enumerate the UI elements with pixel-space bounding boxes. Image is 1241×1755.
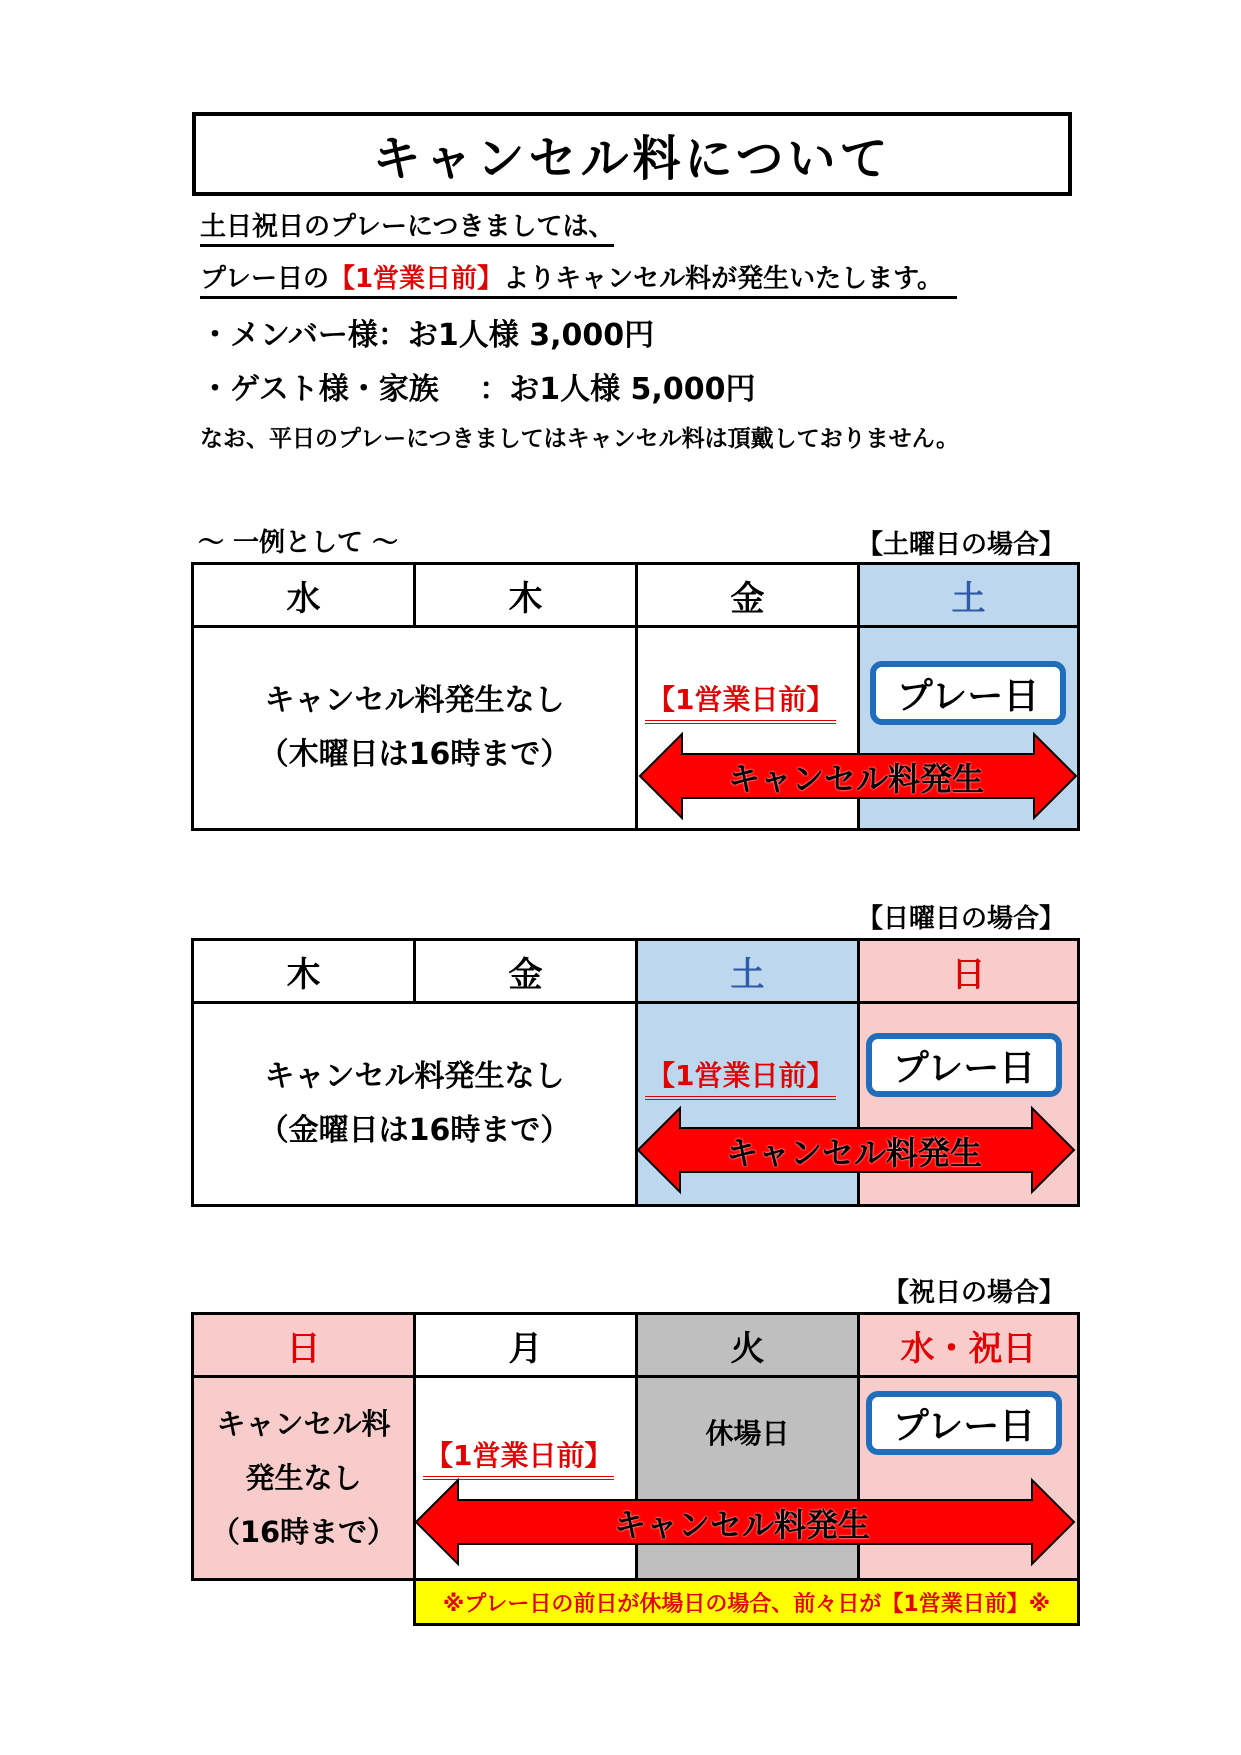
footnote: ※プレー日の前日が休場日の場合、前々日が【1営業日前】※	[413, 1578, 1080, 1626]
day-header-sun: 日	[191, 1312, 416, 1378]
weekday-note: なお、平日のプレーにつきましてはキャンセル料は頂戴しておりません。	[200, 426, 959, 452]
intro-line-1-text: 土日祝日のプレーにつきましては、	[200, 212, 614, 247]
cancel-fee-label: キャンセル料発生	[726, 1134, 983, 1172]
cancel-fee-label: キャンセル料発生	[614, 1506, 871, 1544]
no-fee-deadline: （16時まで）	[210, 1515, 397, 1549]
no-fee-cell	[191, 1375, 416, 1581]
no-fee-cell	[191, 1001, 638, 1207]
day-header-tue: 火	[635, 1312, 860, 1378]
day-header-wed-holiday: 水・祝日	[857, 1312, 1080, 1378]
intro-line-2-text	[200, 264, 957, 299]
no-fee-cell	[191, 625, 638, 831]
page-title: キャンセル料について	[192, 112, 1072, 196]
day-header-mon: 月	[413, 1312, 638, 1378]
example-label: ～ 一例として ～	[198, 528, 399, 558]
prior-day-label: 【1営業日前】	[645, 678, 836, 724]
member-fee: ・メンバー様：お1人様 3,000円	[200, 318, 655, 353]
no-fee-deadline: （金曜日は16時まで）	[258, 1113, 571, 1148]
day-header-fri: 金	[635, 562, 860, 628]
table-caption-saturday: 【土曜日の場合】	[856, 530, 1065, 560]
intro-line-1	[200, 206, 614, 243]
table-caption-holiday: 【祝日の場合】	[882, 1278, 1065, 1308]
day-header-thu: 木	[191, 938, 416, 1004]
closed-day-label: 休場日	[705, 1417, 790, 1450]
no-fee-text: キャンセル料	[216, 1407, 391, 1441]
table-caption-sunday: 【日曜日の場合】	[856, 904, 1065, 934]
day-header-fri: 金	[413, 938, 638, 1004]
intro-line-2-before: プレー日の	[200, 264, 329, 294]
day-header-thu: 木	[413, 562, 638, 628]
day-header-sat: 土	[857, 562, 1080, 628]
play-day-badge: プレー日	[870, 661, 1066, 725]
intro-line-2-after: よりキャンセル料が発生いたします。	[503, 264, 943, 294]
guest-fee: ・ゲスト様・家族 ：お1人様 5,000円	[200, 372, 756, 407]
intro-highlight: 【1営業日前】	[328, 264, 504, 294]
no-fee-deadline: （木曜日は16時まで）	[258, 737, 571, 772]
play-day-badge: プレー日	[866, 1033, 1062, 1097]
no-fee-text: キャンセル料発生なし	[264, 683, 565, 718]
play-day-badge: プレー日	[866, 1391, 1062, 1455]
cancel-fee-label: キャンセル料発生	[728, 760, 985, 798]
no-fee-text-2: 発生なし	[245, 1461, 362, 1495]
day-header-sun: 日	[857, 938, 1080, 1004]
day-header-sat: 土	[635, 938, 860, 1004]
prior-day-label: 【1営業日前】	[645, 1054, 836, 1100]
day-header-wed: 水	[191, 562, 416, 628]
intro-line-2	[200, 258, 957, 295]
prior-day-label: 【1営業日前】	[423, 1434, 614, 1480]
no-fee-text: キャンセル料発生なし	[264, 1059, 565, 1094]
